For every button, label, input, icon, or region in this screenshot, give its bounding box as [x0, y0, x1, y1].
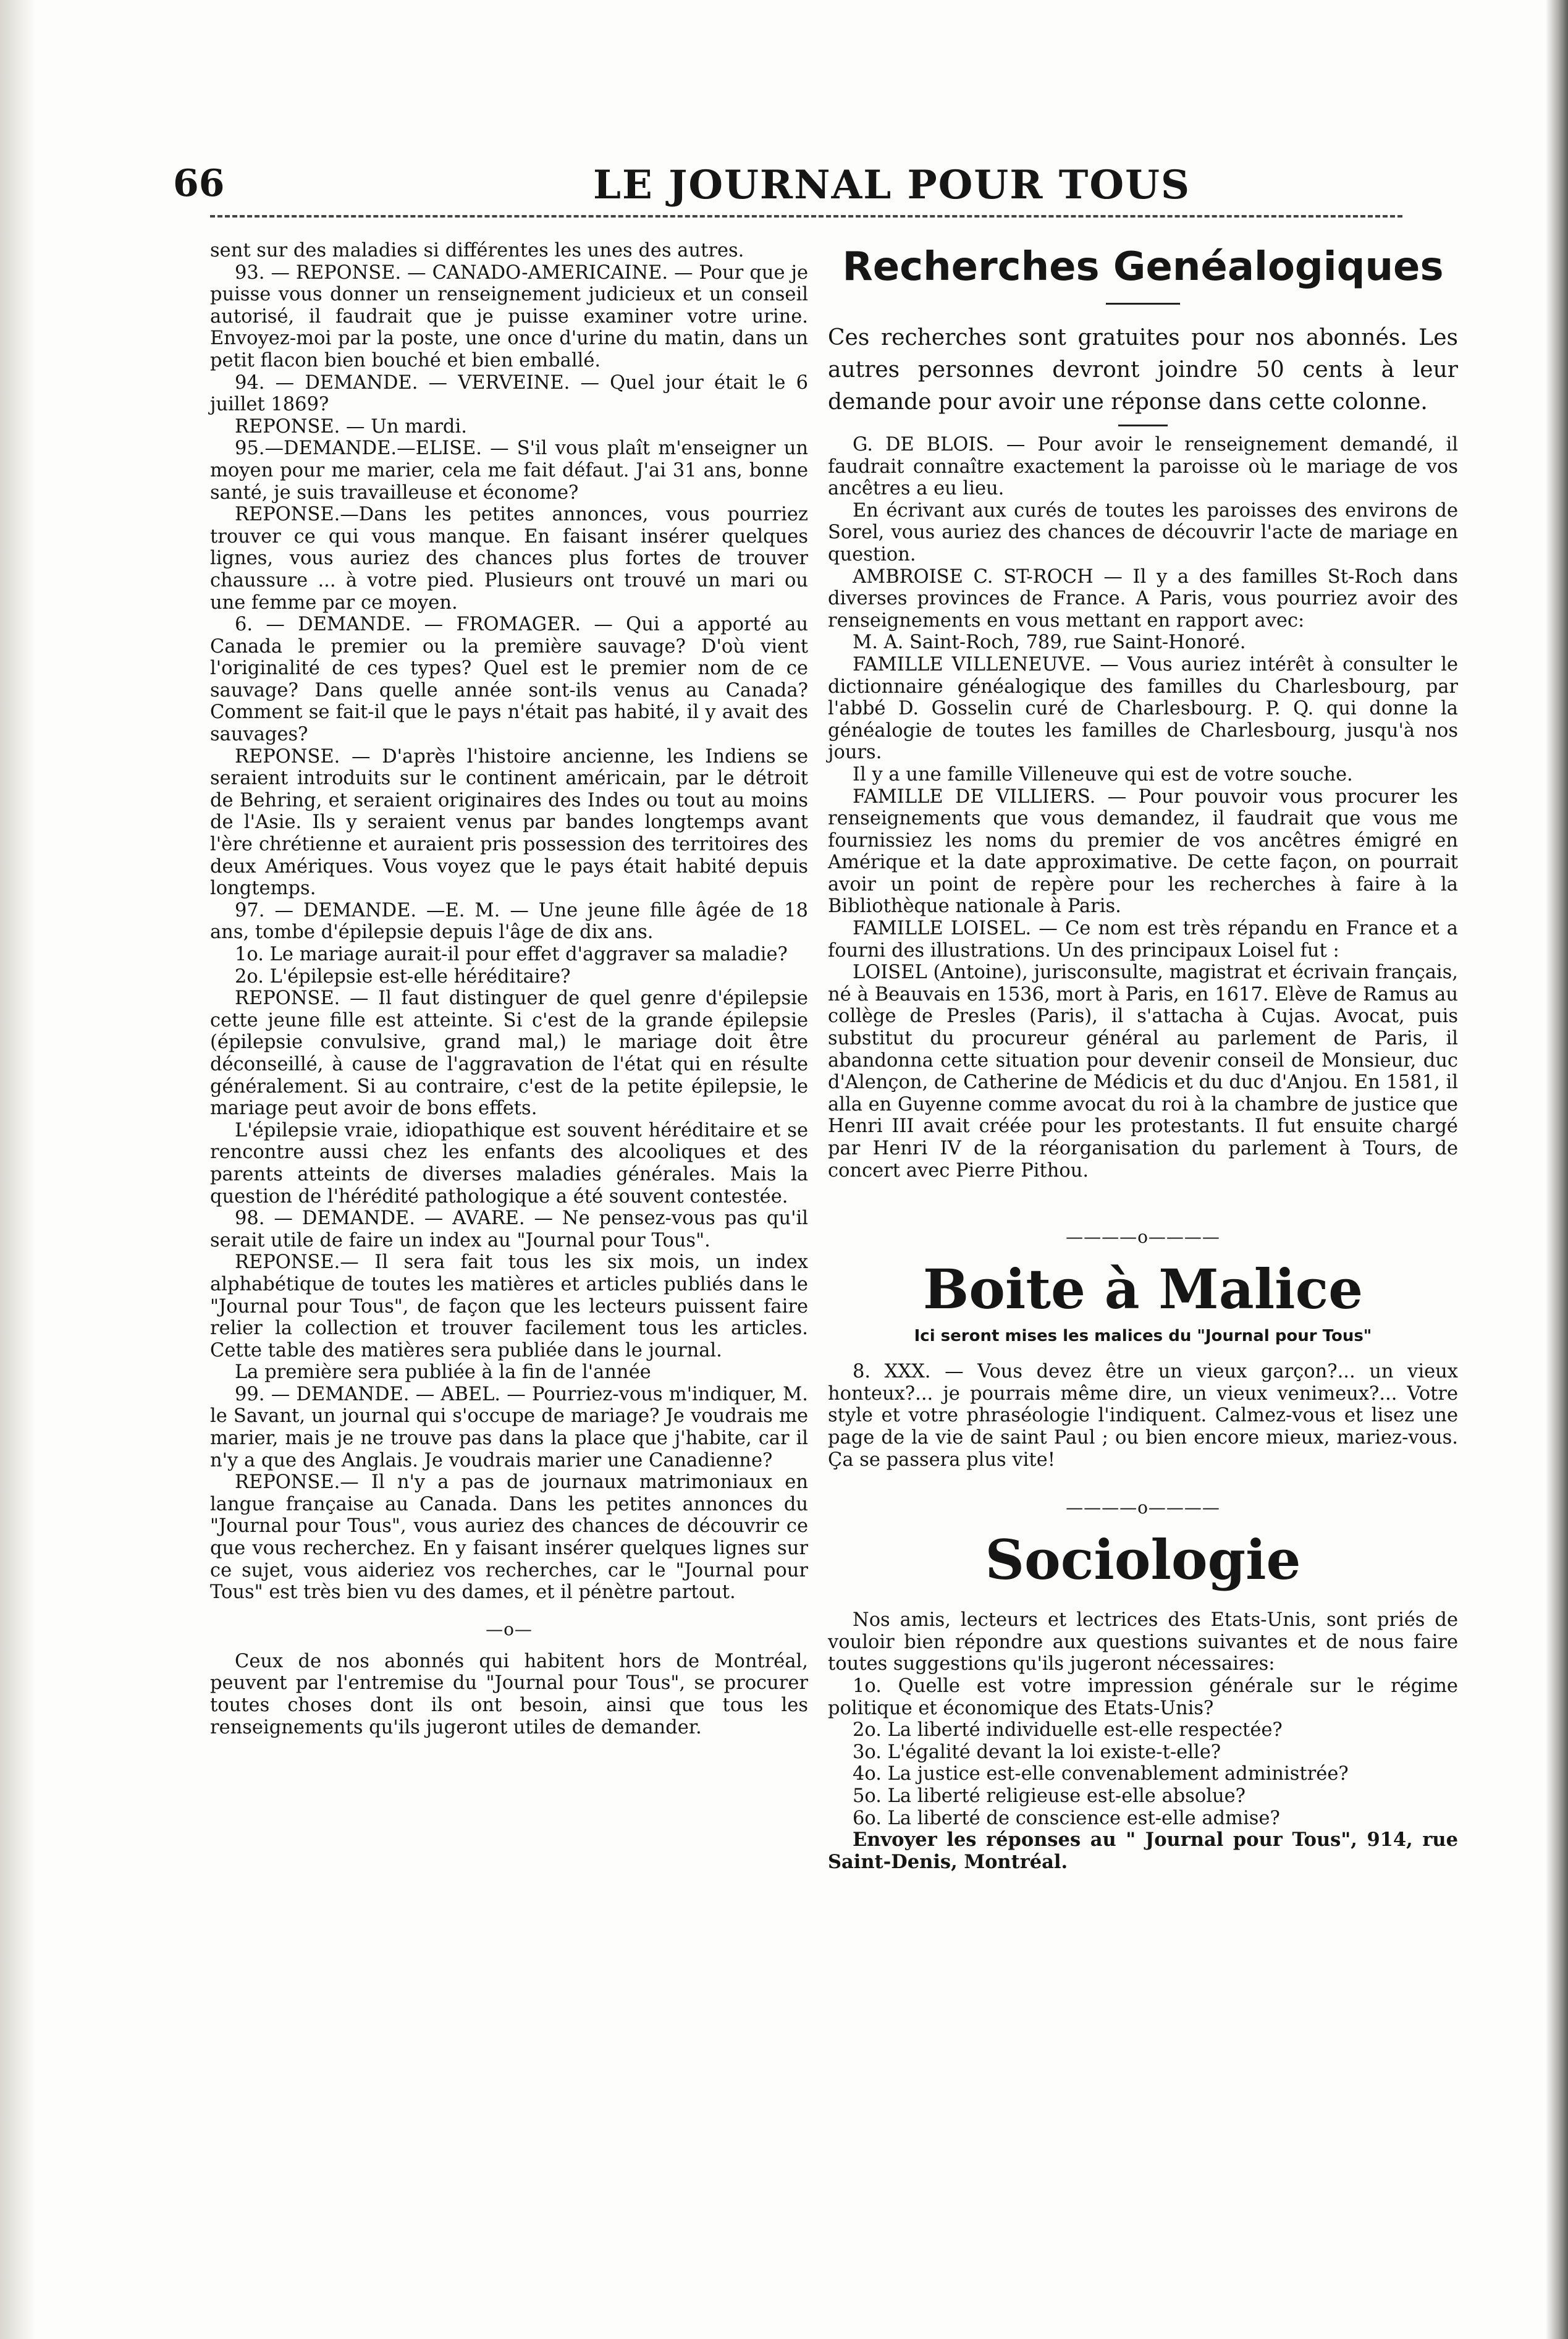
paragraph: LOISEL (Antoine), jurisconsulte, magistrat et écrivain français, né à Beauvais en 1536, mort à Paris, en 1617. Elève de Ramus au collège de Presles (Paris), il s'attacha à Cujas. Avocat, puis substitut du procureur général au parlement de Paris, il abandonna cette situation pour devenir conseil de Monsieur, duc d'Alençon, de Catherine de Médicis et du duc d'Anjou. En 1581, il alla en Guyenne comme avocat du roi à la chambre de justice que Henri III avait créée pour les protestants. Il fut ensuite chargé par Henri IV de la réorganisation du parlement à Tours, de concert avec Pierre Pithou.	[828, 962, 1458, 1182]
paragraph: 3o. L'égalité devant la loi existe-t-elle?	[853, 1741, 1221, 1763]
paragraph: La première sera publiée à la fin de l'année	[235, 1361, 651, 1384]
paragraph: REPONSE. — Un mardi.	[235, 415, 467, 438]
section-rule	[1118, 425, 1168, 426]
paragraph: L'épilepsie vraie, idiopathique est souvent héréditaire et se rencontre aussi chez les enfants des alcooliques et des parents atteints de diverses maladies générales. Mais la question de l'hérédité pathologique a été souvent contestée.	[210, 1119, 808, 1208]
paragraph: M. A. Saint-Roch, 789, rue Saint-Honoré.	[853, 632, 1246, 654]
paragraph: REPONSE. — D'après l'histoire ancienne, les Indiens se seraient introduits sur le continent américain, par le détroit de Behring, et seraient originaires des Indes ou tout au moins de l'Asie. Ils y seraient venus par bandes longtemps avant l'ère chrétienne et auraient pris possession des territoires des deux Amériques. Vous voyez que le pays était habité depuis longtemps.	[210, 745, 808, 900]
paragraph: REPONSE.—Dans les petites annonces, vous pourriez trouver ce qui vous manque. En faisant insérer quelques lignes, vous auriez des chances plus fortes de trouver chaussure ... à votre pied. Plusieurs ont trouvé un mari ou une femme par ce moyen.	[210, 504, 808, 614]
paragraph: AMBROISE C. ST-ROCH — Il y a des familles St-Roch dans diverses provinces de France. A Paris, vous pourriez avoir des renseignements en vous mettant en rapport avec:	[828, 565, 1458, 632]
paragraph: FAMILLE LOISEL. — Ce nom est très répandu en France et a fourni des illustrations. Un des principaux Loisel fut :	[828, 918, 1458, 962]
paragraph: REPONSE.— Il n'y a pas de journaux matrimoniaux en langue française au Canada. Dans les petites annonces du "Journal pour Tous", vous auriez des chances de découvrir ce que vous recherchez. En y faisant insérer quelques lignes sur ce sujet, vous aideriez vos recherches, car le "Journal pour Tous" est très bien vu des dames, et il pénètre partout.	[210, 1471, 808, 1604]
paragraph: Nos amis, lecteurs et lectrices des Etats-Unis, sont priés de vouloir bien répondre aux questions suivantes et de nous faire toutes suggestions qu'ils jugeront nécessaires:	[828, 1609, 1458, 1675]
paragraph: REPONSE. — Il faut distinguer de quel genre d'épilepsie cette jeune fille est atteinte. Si c'est de la grande épilepsie (épilepsie convulsive, grand mal,) le mariage doit être déconseillé, à cause de l'aggravation de l'état qui en résulte généralement. Si au contraire, c'est de la petite épilepsie, le mariage peut avoir de bons effets.	[210, 988, 808, 1120]
scan-right-edge	[1546, 0, 1568, 2339]
paragraph: sent sur des maladies si différentes les unes des autres.	[210, 240, 744, 261]
malice-subheading: Ici seront mises les malices du "Journal pour Tous"	[914, 1327, 1372, 1346]
paragraph: 4o. La justice est-elle convenablement administrée?	[853, 1763, 1349, 1785]
right-column	[828, 240, 1458, 1873]
paragraph: 94. — DEMANDE. — VERVEINE. — Quel jour était le 6 juillet 1869?	[210, 371, 808, 416]
paragraph: 93. — REPONSE. — CANADO-AMERICAINE. — Pour que je puisse vous donner un renseignement judicieux et un conseil autorisé, il faudrait que je puisse examiner votre urine. Envoyez-moi par la poste, une once d'urine du matin, dans un petit flacon bien bouché et bien emballé.	[210, 261, 808, 371]
scan-left-edge	[0, 0, 36, 2339]
paragraph: 98. — DEMANDE. — AVARE. — Ne pensez-vous pas qu'il serait utile de faire un index au "Journal pour Tous".	[210, 1208, 808, 1251]
paragraph: 1o. Le mariage aurait-il pour effet d'aggraver sa maladie?	[235, 944, 788, 965]
footer-notice: Ceux de nos abonnés qui habitent hors de Montréal, peuvent par l'entremise du "Journal pour Tous", se procurer toutes choses dont ils ont besoin, ainsi que tous les renseignements qu'ils jugeront utiles de demander.	[210, 1650, 808, 1738]
genealogy-heading: Recherches Genéalogiques	[842, 244, 1444, 290]
paragraph: 2o. La liberté individuelle est-elle respectée?	[853, 1719, 1283, 1741]
paragraph: 99. — DEMANDE. — ABEL. — Pourriez-vous m'indiquer, M. le Savant, un journal qui s'occupe de mariage? Je voudrais me marier, mais je ne trouve pas dans la place que j'habite, car il n'y a que des Anglais. Je voudrais marier une Canadienne?	[210, 1383, 808, 1471]
paragraph: 2o. L'épilepsie est-elle héréditaire?	[235, 965, 571, 988]
paragraph: 6. — DEMANDE. — FROMAGER. — Qui a apporté au Canada le premier ou la première sauvage? D'où vient l'originalité de ces types? Quel est le premier nom de ce sauvage? Dans quelle année sont-ils venus au Canada? Comment se fait-il que le pays n'était pas habité, il y avait des sauvages?	[210, 614, 808, 746]
paragraph: 6o. La liberté de conscience est-elle admise?	[853, 1807, 1280, 1829]
genealogy-intro: Ces recherches sont gratuites pour nos abonnés. Les autres personnes devront joindre 50 cents à leur demande pour avoir une réponse dans cette colonne.	[828, 325, 1458, 415]
separator: —o—	[486, 1618, 533, 1639]
paragraph: 8. XXX. — Vous devez être un vieux garçon?... un vieux honteux?... je pourrais même dire, un vieux venimeux?... Votre style et votre phraséologie l'indiquent. Calmez-vous et lisez une page de la vie de saint Paul ; ou bien encore mieux, mariez-vous. Ça se passera plus vite!	[828, 1361, 1458, 1471]
journal-title: LE JOURNAL POUR TOUS	[593, 162, 1191, 208]
paragraph: Il y a une famille Villeneuve qui est de votre souche.	[853, 763, 1353, 785]
paragraph: REPONSE.— Il sera fait tous les six mois, un index alphabétique de toutes les matières et articles publiés dans le "Journal pour Tous", de façon que les lecteurs puissent faire relier la collection et trouver facilement tous les articles. Cette table des matières sera publiée dans le journal.	[210, 1251, 808, 1361]
paragraph: FAMILLE DE VILLIERS. — Pour pouvoir vous procurer les renseignements que vous demandez, il faudrait que vous me fournissiez les noms du premier de vos ancêtres émigré en Amérique et la date approximative. De cette façon, on pourrait avoir un point de repère pour les recherches à faire à la Bibliothèque nationale à Paris.	[828, 785, 1458, 918]
paragraph: 97. — DEMANDE. —E. M. — Une jeune fille âgée de 18 ans, tombe d'épilepsie depuis l'âge de dix ans.	[210, 899, 808, 944]
malice-heading: Boite à Malice	[922, 1257, 1364, 1322]
page-number: 66	[173, 162, 225, 205]
header-rule	[210, 215, 1402, 218]
paragraph: 95.—DEMANDE.—ELISE. — S'il vous plaît m'enseigner un moyen pour me marier, cela me fait défaut. J'ai 31 ans, bonne santé, je suis travailleuse et économe?	[210, 438, 808, 504]
paragraph: FAMILLE VILLENEUVE. — Vous auriez intérêt à consulter le dictionnaire généalogique des familles du Charlesbourg, par l'abbé D. Gosselin curé de Charlesbourg. P. Q. qui donne la généalogie de toutes les familles de Charlesbourg, jusqu'à nos jours.	[828, 653, 1458, 764]
left-column	[210, 240, 808, 1738]
paragraph: G. DE BLOIS. — Pour avoir le renseignement demandé, il faudrait connaître exactement la paroisse où le mariage de vos ancêtres a eu lieu.	[828, 434, 1458, 500]
page-header	[173, 162, 1409, 208]
separator: ————o————	[1066, 1227, 1220, 1248]
closing-address: Envoyer les réponses au " Journal pour Tous", 914, rue Saint-Denis, Montréal.	[828, 1829, 1458, 1873]
paragraph: 1o. Quelle est votre impression générale sur le régime politique et économique des Etats-Unis?	[828, 1675, 1458, 1719]
paragraph: En écrivant aux curés de toutes les paroisses des environs de Sorel, vous auriez des chances de découvrir l'acte de mariage en question.	[828, 499, 1458, 565]
paragraph: 5o. La liberté religieuse est-elle absolue?	[853, 1785, 1246, 1807]
heading-rule	[1106, 303, 1180, 305]
separator: ————o————	[1066, 1497, 1220, 1518]
sociologie-heading: Sociologie	[985, 1528, 1301, 1592]
